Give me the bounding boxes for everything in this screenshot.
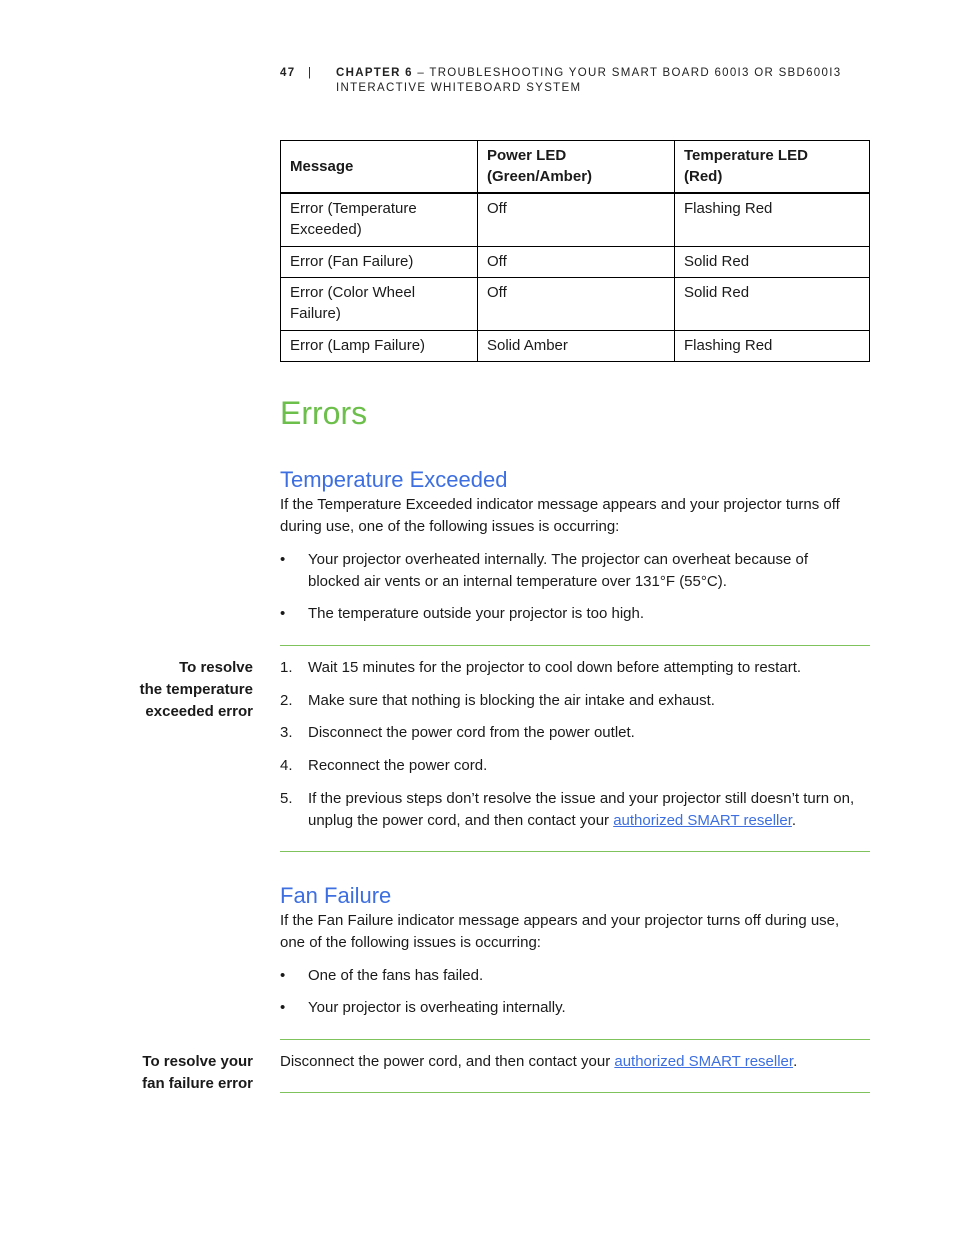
step-text: Wait 15 minutes for the projector to cool down before attempting to restart.	[308, 659, 802, 676]
chapter-title-line1: – TROUBLESHOOTING YOUR SMART BOARD 600I3 OR SBD600I3	[412, 67, 842, 79]
cell-message-line1: Error (Color Wheel	[290, 284, 416, 301]
bullet-mark: •	[280, 551, 286, 568]
column-header-message-text: Message	[290, 157, 354, 175]
authorized-reseller-link[interactable]: authorized SMART reseller	[614, 1053, 794, 1070]
column-header-temperature-led	[675, 141, 870, 194]
cell-message-line2: Failure)	[290, 305, 341, 322]
step-number: 5.	[280, 790, 293, 807]
cell-message	[281, 278, 478, 331]
resolve-fan-label-line1: To resolve your	[142, 1053, 253, 1070]
step-text-period: .	[791, 812, 797, 829]
step-text: Make sure that nothing is blocking the air intake and exhaust.	[308, 692, 715, 709]
cell-temp: Flashing Red	[675, 331, 870, 362]
temperature-intro-line1: If the Temperature Exceeded indicator message appears and your projector turns off	[280, 496, 840, 513]
table-row	[281, 331, 870, 362]
fan-resolve-text	[280, 1051, 870, 1073]
temperature-intro-line2: during use, one of the following issues is occurring:	[280, 518, 620, 535]
column-header-temperature-led-line1: Temperature LED	[684, 147, 808, 164]
step-number: 1.	[280, 659, 293, 676]
section-divider	[280, 1039, 870, 1040]
fan-resolve-text-before: Disconnect the power cord, and then contact your	[280, 1053, 615, 1070]
column-header-power-led	[478, 141, 675, 194]
resolve-temperature-label-line2: the temperature	[139, 681, 253, 698]
fan-intro	[280, 910, 870, 954]
table-header-row	[281, 141, 870, 194]
section-divider	[280, 851, 870, 852]
table-row	[281, 278, 870, 331]
resolve-temperature-label	[100, 657, 253, 723]
bullet-text-line1: Your projector overheated internally. The projector can overheat because of	[308, 551, 809, 568]
cell-message	[281, 193, 478, 247]
resolve-fan-label-line2: fan failure error	[142, 1075, 253, 1092]
step-text-line1: If the previous steps don’t resolve the issue and your projector still doesn’t turn on,	[308, 790, 855, 807]
chapter-title-line2: INTERACTIVE WHITEBOARD SYSTEM	[336, 82, 582, 94]
step-number: 3.	[280, 724, 293, 741]
step-text	[308, 788, 870, 832]
step-text: Reconnect the power cord.	[308, 757, 488, 774]
cell-message-line2: Exceeded)	[290, 221, 362, 238]
column-header-power-led-line1: Power LED	[487, 147, 567, 164]
section-divider	[280, 1092, 870, 1093]
column-header-power-led-line2: (Green/Amber)	[487, 168, 593, 185]
chapter-label: CHAPTER 6	[336, 67, 413, 79]
authorized-reseller-link[interactable]: authorized SMART reseller	[613, 812, 792, 829]
resolve-fan-label	[100, 1051, 253, 1095]
step-number: 2.	[280, 692, 293, 709]
cell-message: Error (Fan Failure)	[281, 247, 478, 278]
column-header-message	[281, 141, 478, 194]
cell-power: Off	[478, 278, 675, 331]
bullet-text: One of the fans has failed.	[308, 967, 484, 984]
temperature-exceeded-heading: Temperature Exceeded	[280, 467, 508, 492]
step-text-line2: unplug the power cord, and then contact your	[308, 812, 614, 829]
temperature-intro	[280, 494, 870, 538]
bullet-text	[308, 549, 870, 593]
resolve-temperature-label-line3: exceeded error	[145, 703, 253, 720]
bullet-mark: •	[280, 605, 286, 622]
fan-intro-line2: one of the following issues is occurring:	[280, 934, 541, 951]
fan-intro-line1: If the Fan Failure indicator message appears and your projector turns off during use,	[280, 912, 840, 929]
bullet-text-line2: blocked air vents or an internal temperature over 131°F (55°C).	[308, 573, 727, 590]
page-number: 47	[280, 67, 296, 79]
table-row	[281, 193, 870, 247]
cell-message-line1: Error (Temperature	[290, 200, 417, 217]
resolve-temperature-label-line1: To resolve	[179, 659, 253, 676]
column-header-temperature-led-line2: (Red)	[684, 168, 723, 185]
bullet-mark: •	[280, 999, 286, 1016]
section-divider	[280, 645, 870, 646]
led-status-table	[280, 140, 870, 362]
step-number: 4.	[280, 757, 293, 774]
bullet-mark: •	[280, 967, 286, 984]
cell-temp: Solid Red	[675, 247, 870, 278]
cell-message: Error (Lamp Failure)	[281, 331, 478, 362]
fan-resolve-text-period: .	[793, 1053, 798, 1070]
bullet-text: Your projector is overheating internally.	[308, 999, 566, 1016]
cell-temp: Solid Red	[675, 278, 870, 331]
cell-power: Solid Amber	[478, 331, 675, 362]
errors-heading: Errors	[280, 395, 368, 431]
table-row	[281, 247, 870, 278]
chapter-title	[336, 66, 876, 96]
cell-power: Off	[478, 247, 675, 278]
cell-power: Off	[478, 193, 675, 247]
cell-temp: Flashing Red	[675, 193, 870, 247]
bullet-text: The temperature outside your projector is too high.	[308, 605, 645, 622]
header-separator: |	[308, 67, 313, 79]
step-text: Disconnect the power cord from the power outlet.	[308, 724, 635, 741]
fan-failure-heading: Fan Failure	[280, 883, 392, 908]
